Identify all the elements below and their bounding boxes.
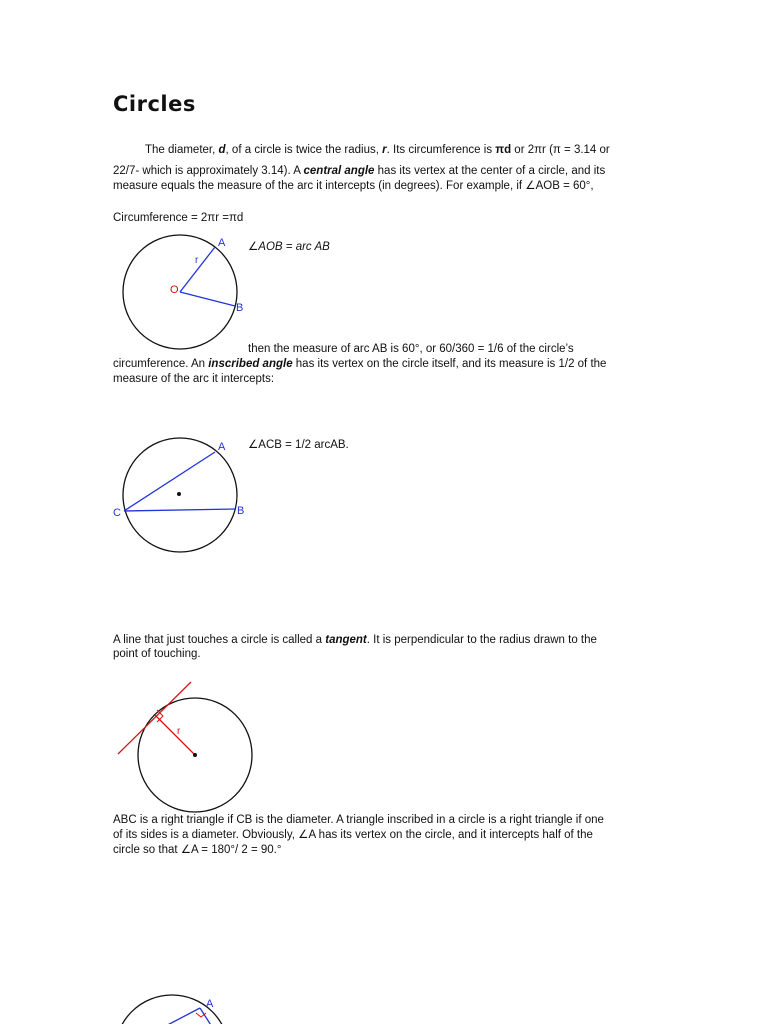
point-label-A: A	[206, 998, 214, 1010]
radius-to-tangent-point	[155, 715, 195, 755]
paragraph-right-triangle-line1: ABC is a right triangle if CB is the diameter. A triangle inscribed in a circle is a right triangle if one	[113, 814, 604, 826]
chord-CB	[124, 509, 236, 511]
text: has its vertex at the center of a circle, and its	[374, 165, 606, 177]
tangent-line	[118, 682, 191, 754]
circumference-formula: Circumference = 2πr =πd	[113, 212, 244, 224]
text: has its vertex on the circle itself, and its measure is 1/2 of the	[292, 358, 607, 370]
term-tangent: tangent	[325, 634, 367, 646]
emphasis-pi-d: πd	[495, 144, 512, 156]
paragraph-tangent-line1	[113, 633, 597, 648]
text: A line that just touches a circle is called a	[113, 634, 326, 646]
point-label-C: C	[113, 507, 121, 519]
paragraph-inscribed-line1: then the measure of arc AB is 60°, or 60/360 = 1/6 of the circle’s	[248, 343, 574, 355]
point-label-B: B	[237, 505, 245, 517]
radius-OB	[180, 292, 235, 306]
center-dot	[193, 753, 197, 757]
text: or 2πr (π = 3.14 or	[511, 144, 610, 156]
paragraph-inscribed-line3: measure of the arc it intercepts:	[113, 373, 275, 385]
paragraph-right-triangle-line2: of its sides is a diameter. Obviously, ∠A has its vertex on the circle, and it intercepts half of the	[113, 829, 593, 841]
point-label-A: A	[218, 237, 226, 249]
text: 22/7- which is approximately 3.14). A	[113, 165, 304, 177]
text: , of a circle is twice the radius,	[225, 144, 383, 156]
point-label-A: A	[218, 441, 226, 453]
text: . It is perpendicular to the radius drawn to the	[366, 634, 597, 646]
paragraph-inscribed-line2	[113, 357, 606, 372]
term-inscribed-angle: inscribed angle	[208, 358, 293, 370]
text: circumference. An	[113, 358, 209, 370]
chord-A	[158, 1008, 200, 1024]
paragraph-diameter-line3: measure equals the measure of the arc it intercepts (in degrees). For example, if ∠AOB = 60°,	[113, 180, 594, 192]
term-central-angle: central angle	[303, 165, 375, 177]
emphasis-d: d	[218, 144, 226, 156]
emphasis-r: r	[382, 144, 387, 156]
center-dot	[177, 492, 181, 496]
figure1-caption: ∠AOB = arc AB	[248, 241, 330, 253]
page-title: Circles	[113, 92, 196, 116]
text: The diameter,	[145, 144, 219, 156]
point-label-B: B	[236, 302, 244, 314]
point-label-O: O	[170, 284, 179, 296]
figure2-caption: ∠ACB = 1/2 arcAB.	[248, 439, 349, 451]
radius-label-r: r	[195, 255, 199, 266]
radius-OA	[180, 247, 215, 292]
paragraph-tangent-line2: point of touching.	[113, 648, 201, 660]
paragraph-right-triangle-line3: circle so that ∠A = 180°/ 2 = 90.°	[113, 844, 282, 856]
text: . Its circumference is	[386, 144, 496, 156]
radius-label-r: r	[177, 726, 181, 737]
chord-CA	[124, 452, 215, 511]
